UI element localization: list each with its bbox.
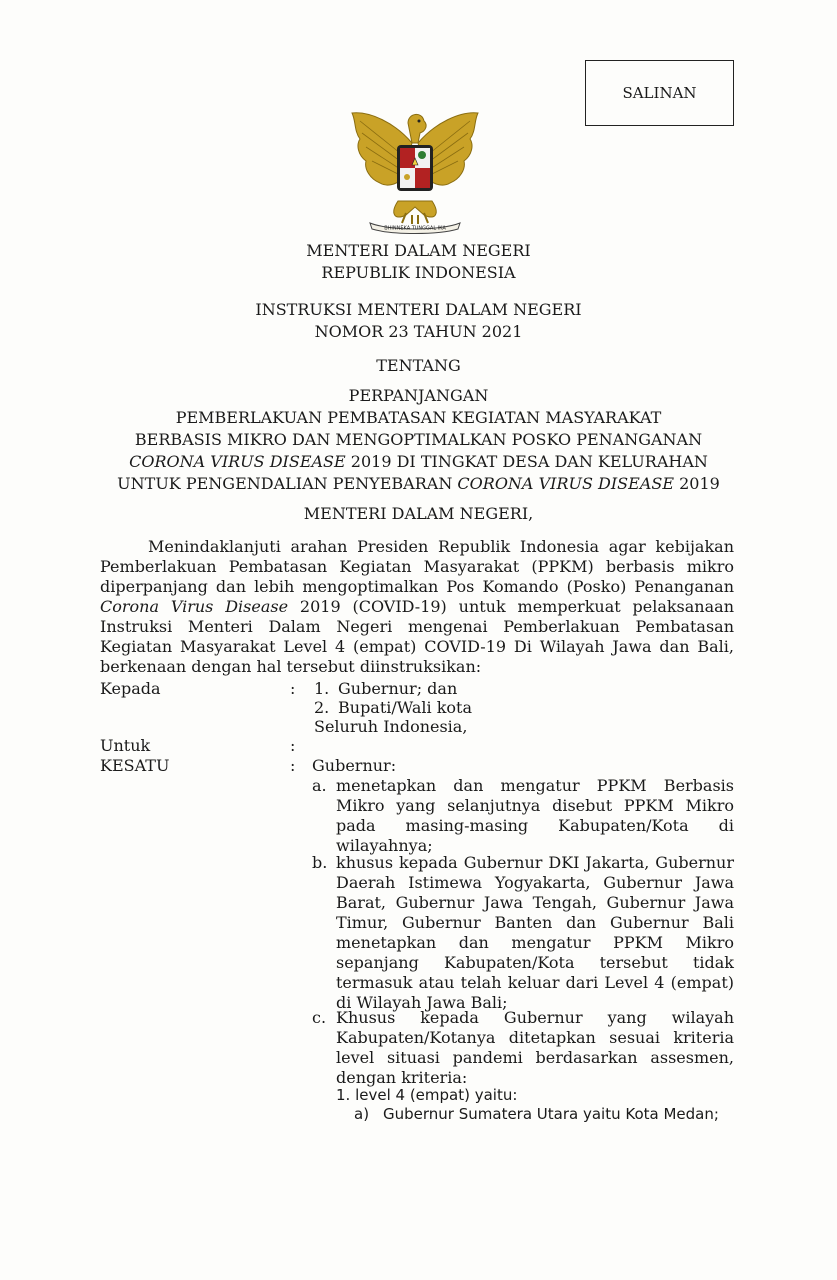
kepada-colon: : [290,679,296,698]
subject-line4 [0,451,837,473]
sub-item-a-marker: a) [354,1105,370,1123]
subject-line1: PERPANJANGAN [348,386,489,405]
sub-item-a-text: Gubernur Sumatera Utara yaitu Kota Medan; [383,1105,719,1123]
preamble-text-2: 2019 (COVID-19) untuk memperkuat pelaksanaan Instruksi Menteri Dalam Negeri mengenai Pemberlakuan Pembatasan Kegiatan Masyarakat Level 4 (empat) COVID-19 Di Wilayah Jawa dan Bali, berkenaan dengan hal tersebut diinstruksikan: [100,597,734,676]
untuk-label: Untuk [100,736,151,755]
kepada-label: Kepada [100,679,161,698]
subject-line4-italic: CORONA VIRUS DISEASE [129,452,346,471]
subject-line3: BERBASIS MIKRO DAN MENGOPTIMALKAN POSKO PENANGANAN [134,430,703,449]
instruction-title [0,299,837,343]
preamble-italic: Corona Virus Disease [100,597,289,616]
untuk-colon: : [290,736,296,755]
kesatu-label: KESATU [100,756,170,775]
header-issuer [0,240,837,284]
subject-line2: PEMBERLAKUAN PEMBATASAN KEGIATAN MASYARAKAT [175,408,662,427]
item-b-text: khusus kepada Gubernur DKI Jakarta, Gubernur Daerah Istimewa Yogyakarta, Gubernur Jawa Barat, Gubernur Jawa Tengah, Gubernur Jawa Timur, Gubernur Banten dan Gubernur Bali menetapkan dan mengatur PPKM Mikro sepanjang Kabupaten/Kota tersebut tidak termasuk atau telah keluar dari Level 4 (empat) di Wilayah Jawa Bali; [336,853,734,1012]
subject-line5-start: UNTUK PENGENDALIAN PENYEBARAN [117,474,458,493]
subject-line5-italic: CORONA VIRUS DISEASE [457,474,675,493]
preamble-paragraph [100,537,734,677]
kesatu-colon: : [290,756,296,775]
kepada-item2-number: 2. [314,698,330,717]
level4-subheading: 1. level 4 (empat) yaitu: [336,1086,518,1104]
subject-line5 [0,473,837,495]
title-line1: INSTRUKSI MENTERI DALAM NEGERI [255,300,582,319]
item-a-text: menetapkan dan mengatur PPKM Berbasis Mikro yang selanjutnya disebut PPKM Mikro pada masing-masing Kabupaten/Kota di wilayahnya; [336,776,734,855]
issuer-signature-line: MENTERI DALAM NEGERI, [303,504,534,523]
kepada-item2: Bupati/Wali kota [338,698,472,717]
garuda-emblem-icon [340,103,490,238]
motto-text: BHINNEKA TUNGGAL IKA [384,225,446,232]
tentang-label: TENTANG [376,356,461,375]
preamble-text-1: Menindaklanjuti arahan Presiden Republik Indonesia agar kebijakan Pemberlakuan Pembatasan Kegiatan Masyarakat (PPKM) berbasis mikro diperpanjang dan lebih mengoptimalkan Pos Komando (Posko) Penanganan [100,537,734,596]
kepada-item1-number: 1. [314,679,330,698]
item-c-marker: c. [312,1008,327,1027]
salinan-stamp [585,60,734,126]
issuer-line2: REPUBLIK INDONESIA [321,263,516,282]
title-number: NOMOR 23 TAHUN 2021 [314,322,523,341]
item-c-text: Khusus kepada Gubernur yang wilayah Kabupaten/Kotanya ditetapkan sesuai kriteria level situasi pandemi berdasarkan assesmen, dengan kriteria: [336,1008,734,1087]
subject-line5-end: 2019 [674,474,720,493]
subject-line4-rest: 2019 DI TINGKAT DESA DAN KELURAHAN [345,452,708,471]
salinan-text: SALINAN [622,84,697,102]
kepada-item1: Gubernur; dan [338,679,458,698]
kepada-item3: Seluruh Indonesia, [314,717,468,736]
item-b-marker: b. [312,853,328,872]
issuer-line1: MENTERI DALAM NEGERI [306,241,531,260]
kesatu-heading: Gubernur: [312,756,397,775]
item-a-marker: a. [312,776,327,795]
subject-block [0,385,837,495]
